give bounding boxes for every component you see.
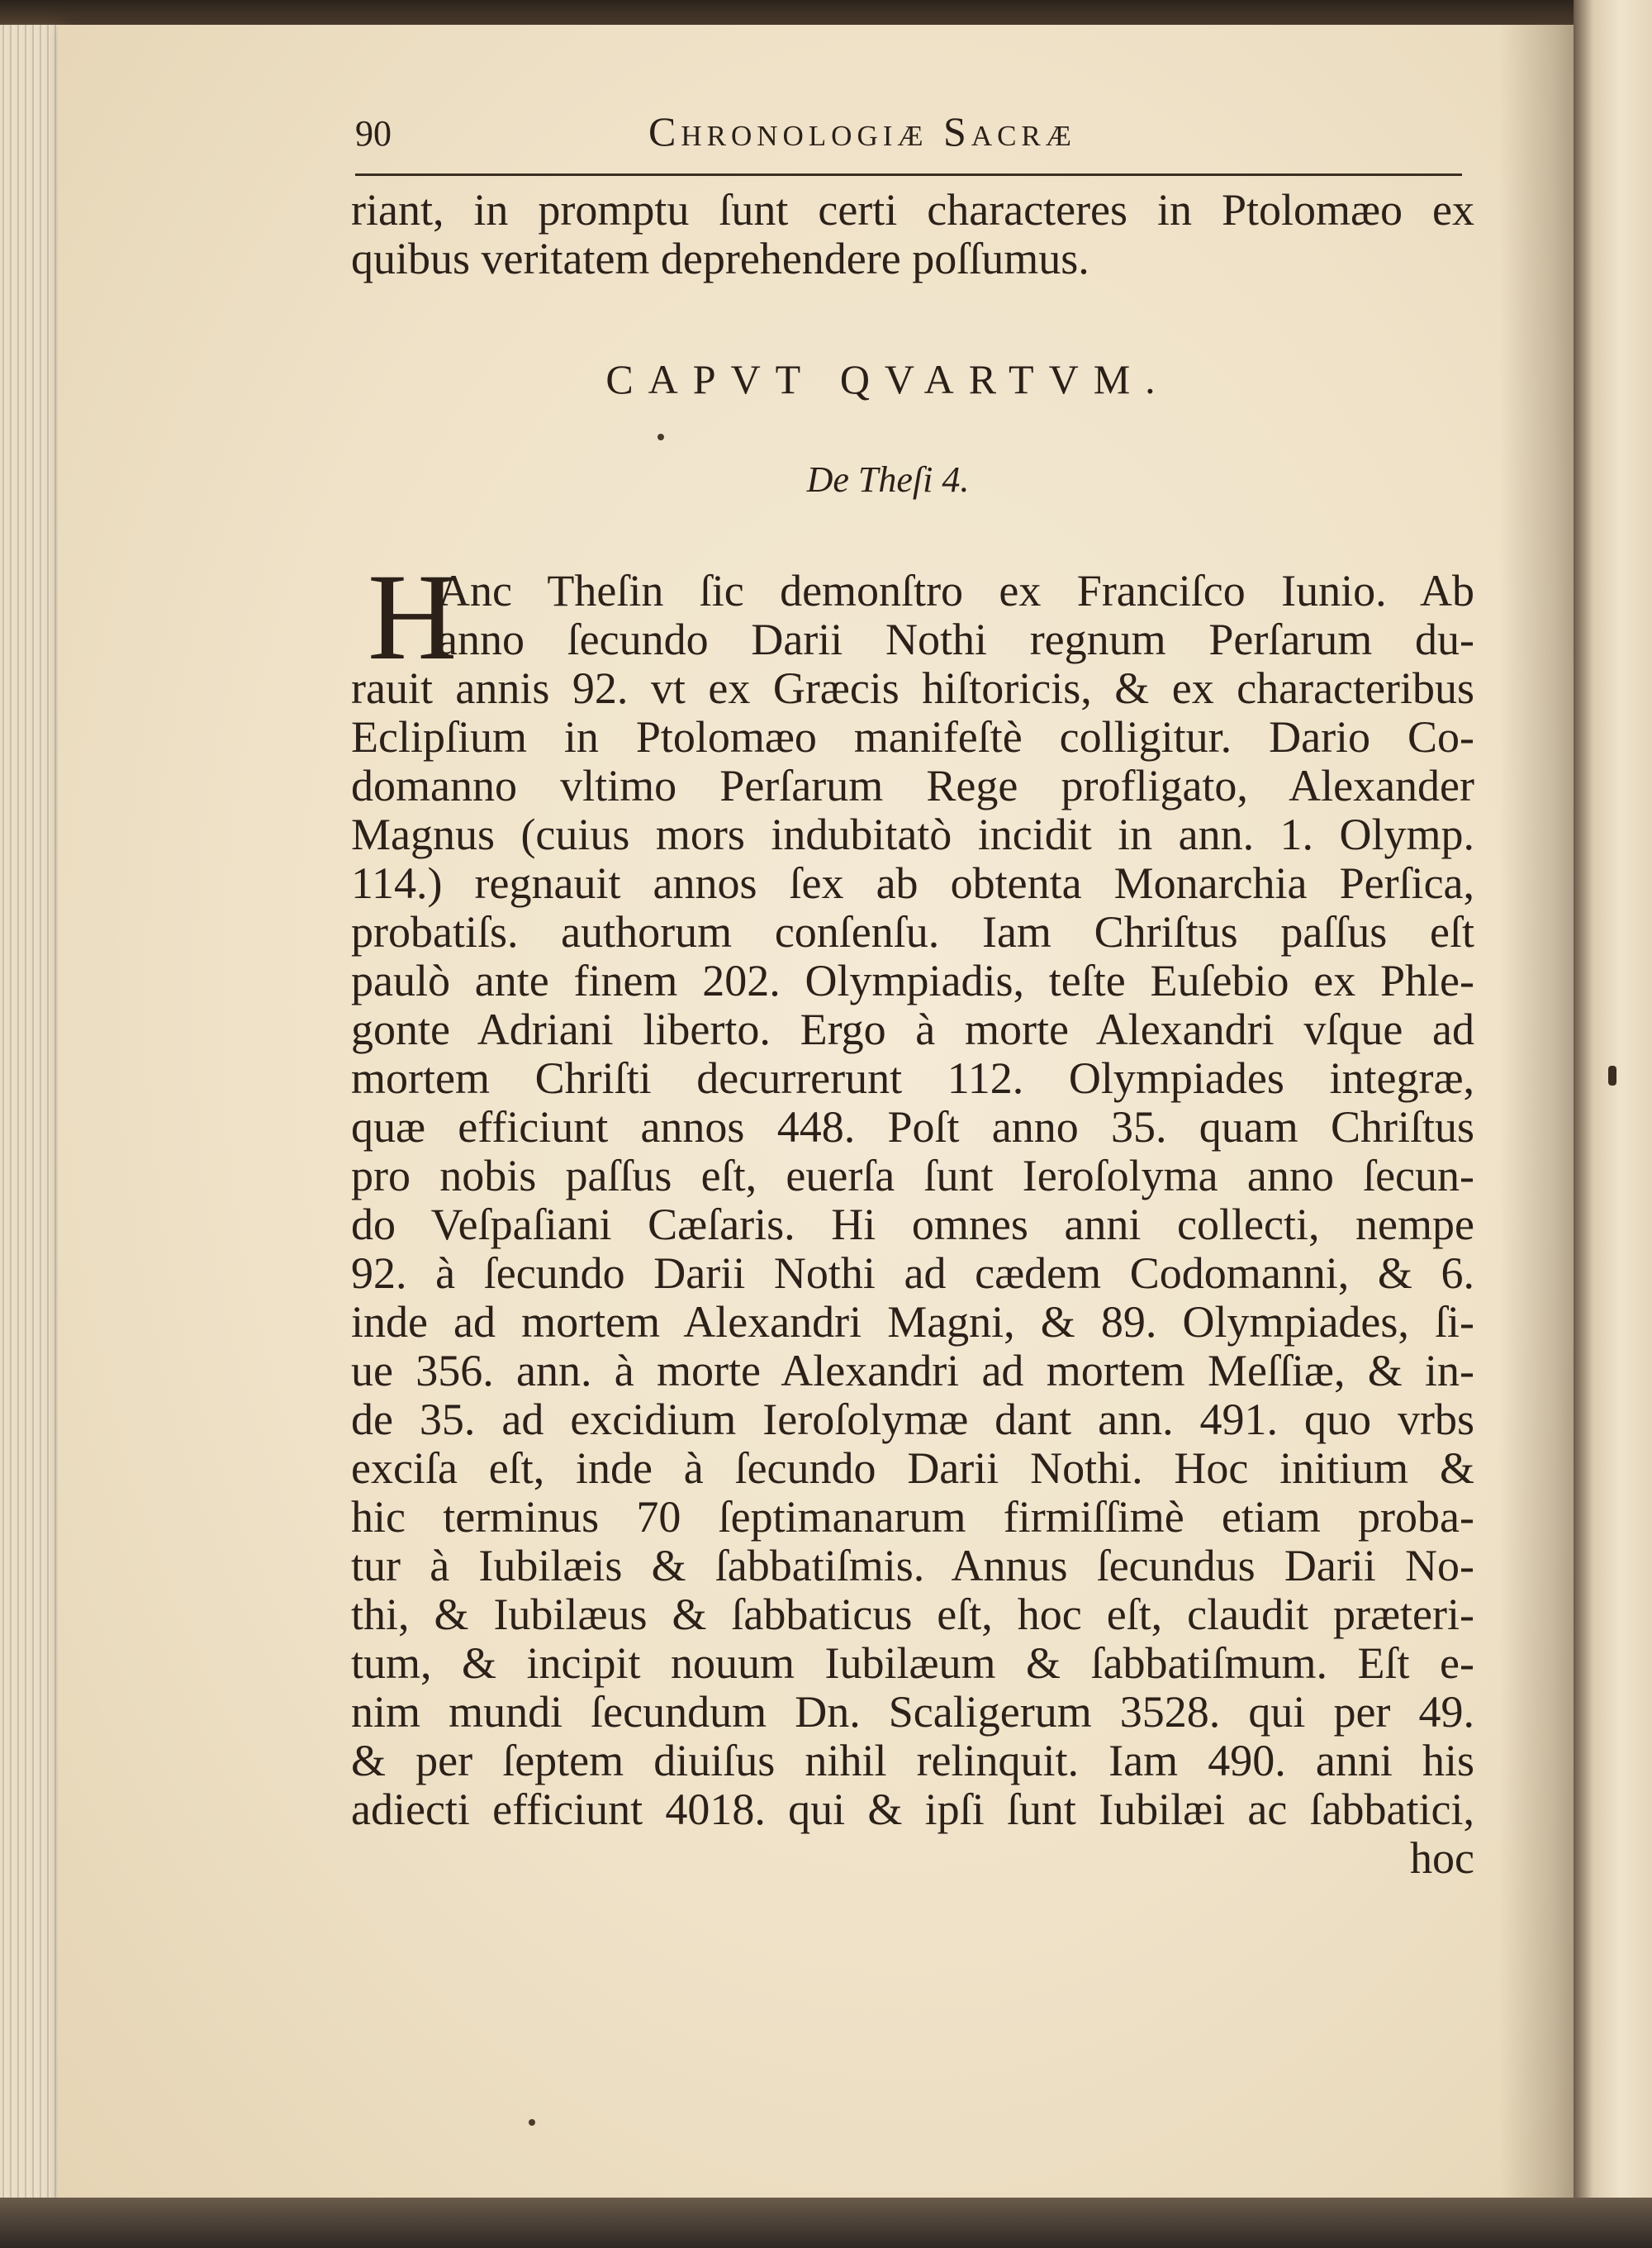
text-line: Eclipſium in Ptolomæo manifeſtè colligitur. Dario Co-: [351, 712, 1474, 762]
text-line: exciſa eſt, inde à ſecundo Darii Nothi. Hoc initium &: [351, 1443, 1474, 1493]
text-line: tum, & incipit nouum Iubilæum & ſabbatiſmum. Eſt e-: [351, 1638, 1474, 1688]
text-line: pro nobis paſſus eſt, euerſa ſunt Ieroſolyma anno ſecun-: [351, 1151, 1474, 1200]
text-line: inde ad mortem Alexandri Magni, & 89. Olympiades, ſi-: [351, 1297, 1474, 1347]
text-line: nim mundi ſecundum Dn. Scaligerum 3528. qui per 49.: [351, 1687, 1474, 1737]
page-number: 90: [355, 113, 392, 154]
text-line: anno ſecundo Darii Nothi regnum Perſarum du-: [438, 615, 1474, 664]
text-line: riant, in promptu ſunt certi characteres in Ptolomæo ex: [351, 185, 1474, 235]
ink-speck: [657, 434, 664, 440]
text-line: do Veſpaſiani Cæſaris. Hi omnes anni collecti, nempe: [351, 1200, 1474, 1249]
text-line: Anc Theſin ſic demonſtro ex Franciſco Iunio. Ab: [438, 566, 1474, 615]
header-rule: [355, 173, 1462, 176]
text-line: domanno vltimo Perſarum Rege profligato, Alexander: [351, 761, 1474, 810]
text-line: gonte Adriani liberto. Ergo à morte Alexandri vſque ad: [351, 1005, 1474, 1054]
book-bottom-edge: [0, 2198, 1652, 2248]
text-line: tur à Iubilæis & ſabbatiſmis. Annus ſecundus Darii No-: [351, 1541, 1474, 1590]
text-line: quæ efficiunt annos 448. Poſt anno 35. quam Chriſtus: [351, 1102, 1474, 1152]
ink-mark: [1608, 1066, 1616, 1086]
text-line: thi, & Iubilæus & ſabbaticus eſt, hoc eſt, claudit præteri-: [351, 1590, 1474, 1639]
text-line: probatiſs. authorum conſenſu. Iam Chriſtus paſſus eſt: [351, 907, 1474, 957]
text-line: ue 356. ann. à morte Alexandri ad mortem Meſſiæ, & in-: [351, 1346, 1474, 1395]
text-line: & per ſeptem diuiſus nihil relinquit. Iam 490. anni his: [351, 1736, 1474, 1785]
body-text: [351, 567, 1474, 1883]
text-line: quibus veritatem deprehendere poſſumus.: [351, 234, 1089, 283]
text-line: mortem Chriſti decurrerunt 112. Olympiades integræ,: [351, 1053, 1474, 1103]
text-line: 114.) regnauit annos ſex ab obtenta Monarchia Perſica,: [351, 858, 1474, 908]
text-line: de 35. ad excidium Ieroſolymæ dant ann. 491. quo vrbs: [351, 1395, 1474, 1444]
catchword: hoc: [1410, 1833, 1474, 1883]
page-header: [355, 107, 1462, 165]
chapter-subtitle: De Theſi 4.: [806, 459, 970, 500]
running-head: Chronologiæ Sacræ: [648, 108, 1076, 154]
intro-paragraph: [351, 186, 1474, 283]
text-line: Magnus (cuius mors indubitatò incidit in ann. 1. Olymp.: [351, 810, 1474, 859]
text-line: paulò ante finem 202. Olympiadis, teſte Euſebio ex Phle-: [351, 956, 1474, 1005]
chapter-title: CAPVT QVARTVM.: [605, 356, 1170, 402]
text-line: adiecti efficiunt 4018. qui & ipſi ſunt Iubilæi ac ſabbatici,: [351, 1785, 1474, 1834]
text-line: 92. à ſecundo Darii Nothi ad cædem Codomanni, & 6.: [351, 1248, 1474, 1298]
ink-speck: [529, 2119, 535, 2126]
text-line: rauit annis 92. vt ex Græcis hiſtoricis, & ex characteribus: [351, 663, 1474, 713]
facing-page-edge: [1574, 0, 1652, 2248]
text-line: hic terminus 70 ſeptimanarum firmiſſimè etiam proba-: [351, 1492, 1474, 1542]
drop-cap: H: [368, 549, 458, 686]
